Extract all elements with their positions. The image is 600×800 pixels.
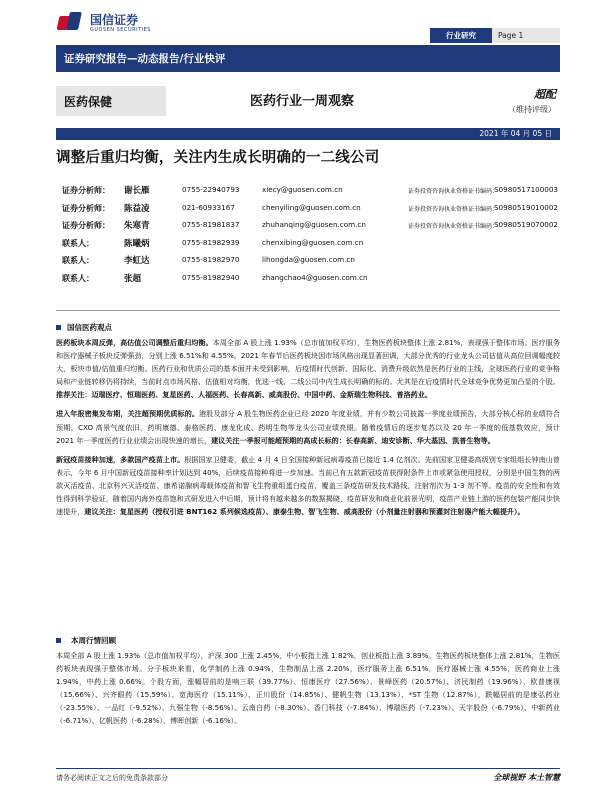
contact-role: 联系人： — [62, 238, 94, 248]
page-title: 调整后重归均衡，关注内生成长明确的一二线公司 — [56, 149, 380, 166]
sector-label: 医药保健 — [56, 86, 166, 116]
analyst-cert-label: 证券投资咨询执业资格证书编码： — [408, 223, 499, 230]
footer-disclaimer: 请务必阅读正文之后的免责条款部分 — [56, 774, 168, 782]
analyst-role: 证券分析师： — [62, 203, 110, 213]
contact-role: 联系人： — [62, 256, 94, 265]
views-paragraph-1 — [56, 336, 560, 401]
views-heading-text: 国信医药观点 — [67, 322, 112, 332]
contact-name: 张超 — [124, 273, 142, 284]
views-heading — [56, 320, 560, 334]
contact-row — [62, 236, 560, 254]
weekly-heading — [56, 633, 560, 647]
logo-mark-icon — [58, 12, 84, 34]
contact-email[interactable]: chenxibing@guosen.com.cn — [262, 237, 364, 247]
company-logo — [58, 12, 151, 34]
analyst-cert: S0980519010002 — [494, 202, 559, 212]
contact-row — [62, 271, 560, 289]
square-bullet-icon — [56, 325, 61, 330]
analyst-row — [62, 201, 560, 219]
rating: 超配 — [534, 88, 556, 101]
analyst-role: 证券分析师： — [62, 186, 110, 195]
analyst-cert-label: 证券投资咨询执业资格证书编码： — [408, 188, 499, 195]
analyst-role: 证券分析师： — [62, 221, 110, 230]
views-section — [56, 320, 560, 518]
views-paragraph-2 — [56, 407, 560, 446]
analyst-phone: 0755-81981837 — [182, 220, 240, 229]
weekly-paragraph: 本周全部 A 股上涨 1.93%（总市值加权平均），沪深 300 上涨 2.45%，中小板指上涨 1.82%，创业板指上涨 3.89%。生物医药板块整体上涨 2.81%，生物医药板块表现强于整体市场。分子板块来看，化学制药上涨 0.94%，生物制品上涨 2.20%，医疗服务上涨 6.51%，医疗器械上涨 4.55%，医药商业上涨 1.94%，中药上涨 0.66%。个股方面，涨幅居前的是响三联（39.77%）、恒康医疗（27.56%）、景峰医药（20.57%）、济民制药（19.96%）、欧普康视（15.66%）、兴齐眼药（15.59%）、宽海医疗（15.11%）、正川股份（14.85%）、健帆生物（13.13%）、*ST 生物（12.87%），跌幅居前的是康弘药业（-23.55%）、一品红（-9.52%）、九强生物（-8.56%）、云南白药（-8.30%）、香门科技（-7.84%）、博瑞医药（-7.23%）、天宇股份（-6.79%）、中新药业（-6.71%）、亿帆医药（-6.28%）、博晖创新（-6.16%）。 — [56, 651, 560, 726]
rating-note: （维持评级） — [508, 105, 556, 114]
weekly-heading-text: 本周行情回顾 — [71, 635, 116, 645]
analyst-phone: 021-60933167 — [182, 202, 235, 212]
analyst-name: 陈益凌 — [124, 203, 150, 214]
section-row — [56, 86, 560, 116]
page-header — [0, 0, 600, 44]
weekly-section — [56, 633, 560, 728]
contact-row — [62, 253, 560, 271]
contact-name: 陈曦炳 — [124, 238, 150, 249]
contact-phone: 0755-81982970 — [182, 255, 240, 264]
p3-recommend: 建议关注：复星医药（授权引进 BNT162 系列候选疫苗）、康泰生物、智飞生物、威高股份（小剂量注射器和预灌封注射器产能大幅提升）。 — [84, 507, 525, 517]
p1-lead: 医药板块本周反弹，高估值公司调整后重归均衡。 — [56, 338, 213, 347]
p1-recommend: 推荐关注：迈瑞医疗、恒瑞医药、复星医药、人福医药、长春高新、威高股份、中国中药、金斯瑞生物科技、普洛药业。 — [56, 390, 432, 400]
p2-lead: 进入年报密集发布期，关注超预期优质标的。 — [56, 409, 200, 419]
report-tagbar — [430, 28, 560, 43]
analyst-cert-label: 证券投资咨询执业资格证书编码： — [408, 205, 499, 213]
p3-lead: 新冠疫苗接种加速，多款国产疫苗上市。 — [56, 454, 185, 464]
p1-body: 本周全部 A 股上涨 1.93%（总市值加权平均），生物医药板块整体上涨 2.81%，表现强于整体市场。医疗服务和医疗器械子板块反弹强劲，分别上涨 6.51%和 4.55%。2021 年春节后医药板块因市场风格出现显著回调，大部分优秀的行业龙头公司估值从高位回调幅度较大，板块市值/估值重归均衡。医药行业和优质公司的基本面并未受到影响，后疫情时代创新、国际化、消费升级依然是医药行业的主线，全球医药行业的竞争格局和产业链转移仍将持续，当前时点市场风格、估值相对均衡，优选一线、二线公司中内生成长明确的标的。尤其是在后疫情时代全球竞争优势更加凸显的个股。 — [56, 338, 561, 387]
analyst-name: 朱寒青 — [124, 221, 150, 231]
report-type: 行业研究 — [430, 28, 492, 43]
section-title: 医药行业一周观察 — [250, 94, 355, 109]
footer-slogan: 全球视野 本土智慧 — [493, 772, 560, 782]
p3-body: 根据国家卫健委，截止 4 月 4 日全国接种新冠病毒疫苗已接近 1.4 亿剂次。先前国家卫健委高级别专家组组长钟南山曾表示，今年 6 月中国新冠疫苗接种率计划达到 40%，后续疫苗接种将进一步加速。当前已有五款新冠疫苗获得附条件上市或紧急使用授权，分别是中国生物的两款灭活疫苗、北京科兴灭活疫苗、康希诺腺病毒载体疫苗和智飞生物重组蛋白疫苗，覆盖三条疫苗研发技术路线，注射剂次为 1-3 剂不等。疫苗的安全性和有效性得到科学验证，随着国内海外疫苗饱和式研发进入中后期，预计将有越来越多的数据揭晓，疫苗研发和商业化前景光明，疫苗产业链上游的医药包装产能同步快速提升， — [56, 454, 560, 517]
contact-phone: 0755-81982940 — [182, 272, 240, 282]
contact-name: 李虹达 — [124, 256, 150, 266]
square-bullet-icon — [56, 638, 61, 643]
analyst-phone: 0755-22940793 — [182, 185, 240, 194]
views-paragraph-3 — [56, 453, 560, 518]
logo-en: GUOSEN SECURITIES — [90, 27, 151, 33]
analyst-email[interactable]: chenyiling@guosen.com.cn — [262, 202, 361, 212]
report-date: 2021 年 04 月 05 日 — [56, 128, 560, 140]
footer-divider — [56, 768, 560, 769]
page-number: Page 1 — [492, 28, 560, 43]
report-banner: 证券研究报告—动态报告/行业快评 — [56, 45, 560, 72]
analyst-row — [62, 183, 560, 201]
contact-email[interactable]: zhangchao4@guosen.com.cn — [262, 272, 368, 282]
divider — [56, 310, 560, 311]
contact-phone: 0755-81982939 — [182, 237, 240, 247]
analyst-row — [62, 218, 560, 236]
contact-role: 联系人： — [62, 273, 94, 283]
analyst-cert: S0980519070002 — [494, 220, 559, 229]
p2-body: 港股及部分 A 股生物医药企业已经 2020 年度业绩，并有少数公司披露一季度业绩预告，大部分核心标的业绩符合预期，CXO 高景气度依旧，药明康德、泰格医药、康龙化成、药明生物等龙头公司业绩亮眼。随着疫情后的逐步复苏以及 20 年一季度的低基数效应，预计 2021 年一季度医药行业业绩会出现快速的增长， — [56, 409, 561, 445]
analyst-email[interactable]: xiecy@guosen.com.cn — [262, 185, 343, 194]
analyst-cert: S0980517100003 — [494, 185, 559, 194]
logo-cn: 国信证券 — [90, 13, 139, 27]
analyst-name: 谢长雁 — [124, 186, 150, 196]
analyst-email[interactable]: zhuhanqing@guosen.com.cn — [262, 220, 366, 229]
contact-email[interactable]: lihongda@guosen.com.cn — [262, 255, 355, 264]
analyst-list — [62, 183, 560, 288]
p2-recommend: 建议关注一季报可能超预期的高成长标的：长春高新、迪安诊断、华大基因、凯普生物等。 — [211, 435, 495, 445]
